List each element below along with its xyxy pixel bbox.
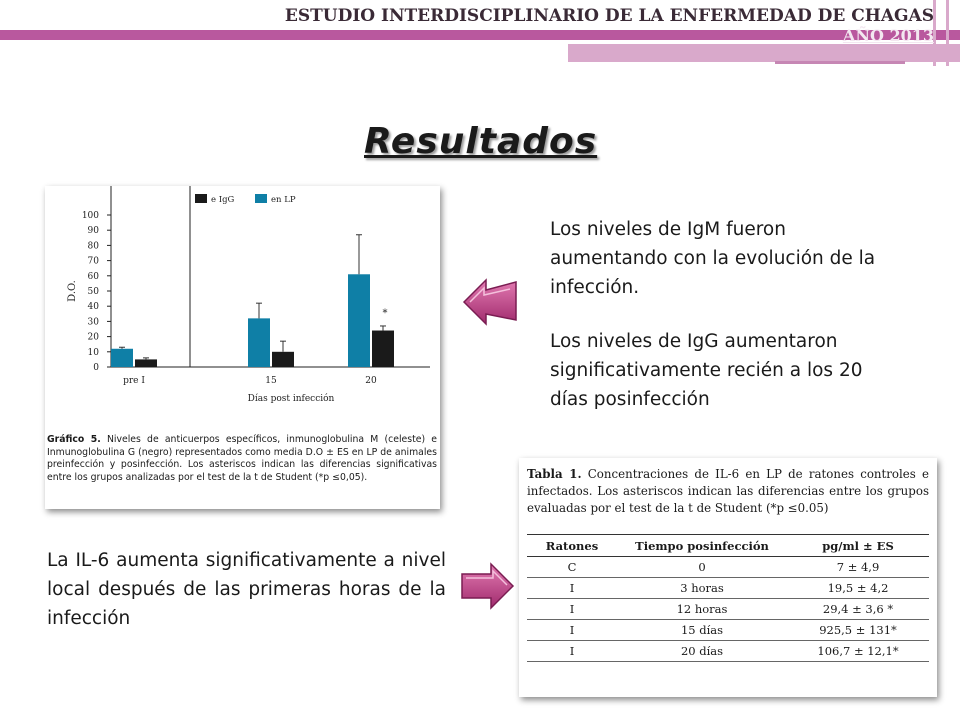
table-cell: 12 horas — [617, 599, 787, 620]
bar — [135, 359, 157, 367]
il6-text: La IL-6 aumenta significativamente a nivel local después de las primeras horas de la infección — [47, 550, 446, 629]
bar — [248, 318, 270, 367]
x-axis-label: Días post infección — [247, 394, 335, 404]
table-caption — [527, 466, 929, 517]
table-cell: 20 días — [617, 641, 787, 662]
header-accent-bar-light — [568, 44, 960, 62]
table-row — [527, 557, 929, 578]
table-cell: 7 ± 4,9 — [787, 557, 929, 578]
x-tick-label: pre I — [123, 376, 145, 386]
significance-asterisk: * — [382, 307, 388, 319]
bar — [348, 274, 370, 367]
table-header-cell: Tiempo posinfección — [617, 535, 787, 557]
table-cell: I — [527, 620, 617, 641]
arrow-left-icon — [462, 276, 520, 328]
legend-swatch — [255, 194, 267, 203]
bar — [111, 349, 133, 367]
table-cell: C — [527, 557, 617, 578]
x-tick-label: 15 — [265, 376, 277, 386]
y-tick-label: 30 — [87, 317, 99, 328]
y-tick-label: 60 — [87, 271, 99, 282]
table-cell: 0 — [617, 557, 787, 578]
y-tick-label: 0 — [93, 363, 99, 373]
header-divider — [946, 0, 949, 66]
table-cell: I — [527, 578, 617, 599]
table-header-row — [527, 535, 929, 557]
table-row — [527, 641, 929, 662]
il6-table-figure — [519, 458, 937, 697]
table-row — [527, 578, 929, 599]
chart-caption-label: Gráfico 5. — [47, 434, 101, 445]
igg-paragraph: Los niveles de IgG aumentaron significativamente recién a los 20 días posinfección — [550, 331, 863, 410]
chart-caption-text: Niveles de anticuerpos específicos, inmunoglobulina M (celeste) e Inmunoglobulina G (negro) representados como media D.O ± ES en LP de animales preinfección y posinfección. Los asteriscos indican las diferencias significativas entre los grupos analizadas por el test de la t de Student (*p ≤0,05). — [47, 434, 437, 483]
table-header-cell: Ratones — [527, 535, 617, 557]
legend-swatch — [195, 194, 207, 203]
header-title — [285, 6, 934, 46]
y-tick-label: 90 — [87, 226, 99, 237]
antibody-bar-chart — [45, 186, 440, 431]
chart-figure — [45, 186, 440, 509]
table-header-cell: pg/ml ± ES — [787, 535, 929, 557]
arrow-right-icon — [459, 561, 515, 611]
y-tick-label: 20 — [87, 332, 99, 343]
legend-label: e IgG — [211, 195, 235, 205]
y-tick-label: 80 — [87, 241, 99, 252]
table-cell: 15 días — [617, 620, 787, 641]
table-cell: 19,5 ± 4,2 — [787, 578, 929, 599]
y-tick-label: 70 — [87, 256, 99, 267]
y-tick-label: 40 — [87, 302, 99, 313]
igm-paragraph: Los niveles de IgM fueron aumentando con la evolución de la infección. — [550, 219, 876, 298]
table-row — [527, 620, 929, 641]
table-cell: 106,7 ± 12,1* — [787, 641, 929, 662]
bar — [272, 352, 294, 367]
results-text — [550, 215, 890, 414]
table-cell: 29,4 ± 3,6 * — [787, 599, 929, 620]
y-tick-label: 100 — [81, 211, 99, 221]
legend-label: en LP — [271, 195, 296, 205]
bar — [372, 331, 394, 367]
table-cell: 925,5 ± 131* — [787, 620, 929, 641]
y-axis-label: D.O. — [67, 280, 78, 302]
slide-title: Resultados — [364, 121, 598, 162]
x-tick-label: 20 — [365, 376, 377, 386]
header-title-line1: ESTUDIO INTERDISCIPLINARIO DE LA ENFERMEDAD DE CHAGAS — [284, 6, 934, 26]
table-row — [527, 599, 929, 620]
header-title-year: AÑO 2013 — [842, 26, 934, 45]
table-cell: I — [527, 641, 617, 662]
table-caption-label: Tabla 1. — [527, 467, 582, 481]
table-caption-text: Concentraciones de IL-6 en LP de ratones controles e infectados. Los asteriscos indican las diferencias entre los grupos evaluadas por el test de la t de Student (*p ≤0.05) — [527, 467, 930, 515]
header-accent-line — [775, 61, 905, 64]
table-cell: 3 horas — [617, 578, 787, 599]
chart-caption — [47, 434, 437, 484]
y-tick-label: 50 — [87, 287, 99, 297]
table-cell: I — [527, 599, 617, 620]
il6-table — [527, 534, 929, 662]
y-tick-label: 10 — [87, 347, 99, 358]
